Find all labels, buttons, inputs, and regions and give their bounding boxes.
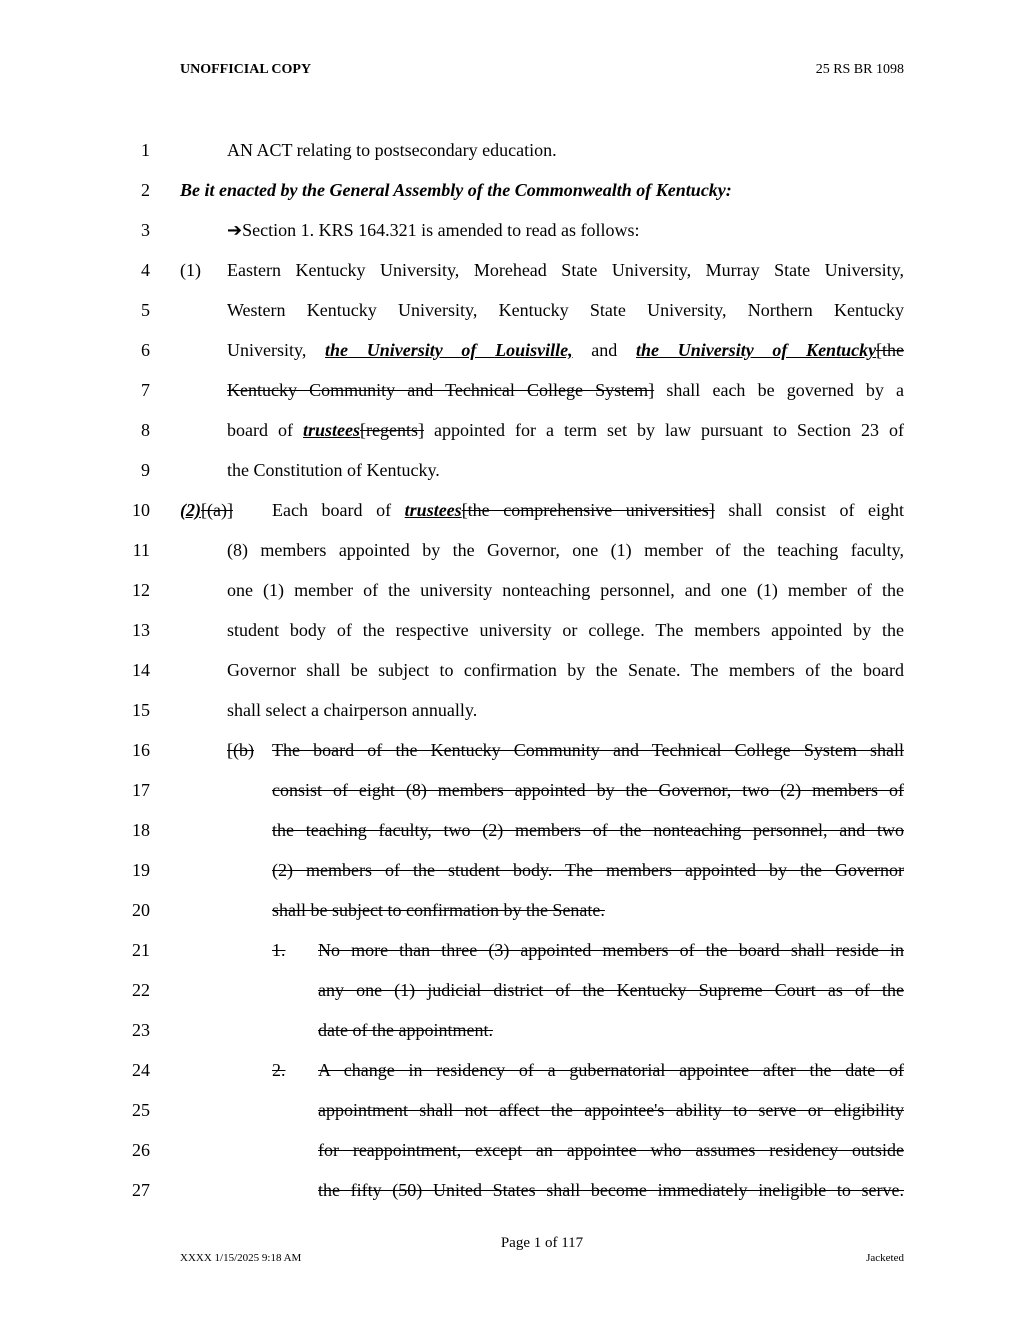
body-text: board of [227, 420, 293, 440]
line-19 [0, 860, 1024, 900]
deleted-text: No more than three (3) appointed members of the board shall reside in [318, 940, 904, 960]
line-2 [0, 180, 1024, 220]
line-number: 10 [132, 500, 150, 520]
line-14 [0, 660, 1024, 700]
line-22 [0, 980, 1024, 1020]
line-number: 19 [132, 860, 150, 880]
deleted-text: [regents] [360, 420, 424, 440]
line-number: 3 [141, 220, 150, 240]
inserted-text: the University of Kentucky [636, 340, 877, 360]
line-20 [0, 900, 1024, 940]
line-17 [0, 780, 1024, 820]
body-text: University, [227, 340, 307, 360]
line-21 [0, 940, 1024, 980]
inserted-text: the University of Louisville, [325, 340, 573, 360]
body-text: Eastern Kentucky University, Morehead State University, Murray State University, [227, 260, 904, 280]
line-25 [0, 1100, 1024, 1140]
body-text: (8) members appointed by the Governor, one (1) member of the teaching faculty, [227, 540, 904, 560]
deleted-text: any one (1) judicial district of the Kentucky Supreme Court as of the [318, 980, 904, 1000]
body-text: shall each be governed by a [666, 380, 905, 400]
deleted-text: Kentucky Community and Technical College System] [227, 380, 655, 400]
line-13 [0, 620, 1024, 660]
line-number: 17 [132, 780, 150, 800]
deleted-text: for reappointment, except an appointee who assumes residency outside [318, 1140, 904, 1160]
body-text: student body of the respective university or college. The members appointed by the [227, 620, 904, 640]
line-24 [0, 1060, 1024, 1100]
deleted-label: 2. [272, 1060, 286, 1080]
line-11 [0, 540, 1024, 580]
line-27 [0, 1180, 1024, 1220]
arrow-right-icon: ➔ [227, 220, 243, 241]
line-number: 27 [132, 1180, 150, 1200]
line-number: 9 [141, 460, 150, 480]
section-heading: Section 1. KRS 164.321 is amended to read as follows: [242, 220, 640, 240]
deleted-text: The board of the Kentucky Community and Technical College System shall [272, 740, 904, 760]
deleted-text: [the comprehensive universities] [461, 500, 715, 520]
line-3 [0, 220, 1024, 260]
deleted-text: (2) members of the student body. The members appointed by the Governor [272, 860, 904, 880]
line-number: 11 [132, 540, 150, 560]
header-right: 25 RS BR 1098 [815, 62, 904, 77]
line-12 [0, 580, 1024, 620]
deleted-text: date of the appointment. [318, 1020, 493, 1040]
line-1 [0, 140, 1024, 180]
deleted-text: the teaching faculty, two (2) members of the nonteaching personnel, and two [272, 820, 904, 840]
line-number: 13 [132, 620, 150, 640]
deleted-text: A change in residency of a gubernatorial appointee after the date of [318, 1060, 904, 1080]
inserted-text: trustees [404, 500, 462, 520]
deleted-text: the fifty (50) United States shall become immediately ineligible to serve. [318, 1180, 904, 1200]
deleted-text: appointment shall not affect the appointee's ability to serve or eligibility [318, 1100, 904, 1120]
act-title: AN ACT relating to postsecondary education. [227, 140, 557, 160]
inserted-text: (2) [180, 500, 201, 520]
deleted-label: [(b) [227, 740, 254, 760]
line-23 [0, 1020, 1024, 1060]
line-number: 22 [132, 980, 150, 1000]
line-number: 23 [132, 1020, 150, 1040]
line-number: 20 [132, 900, 150, 920]
body-text: shall consist of eight [728, 500, 905, 520]
line-number: 16 [132, 740, 150, 760]
line-6 [0, 340, 1024, 380]
deleted-label: 1. [272, 940, 286, 960]
line-number: 12 [132, 580, 150, 600]
line-number: 21 [132, 940, 150, 960]
header-left: UNOFFICIAL COPY [180, 62, 312, 77]
page-number: Page 1 of 117 [500, 1235, 584, 1251]
line-number: 25 [132, 1100, 150, 1120]
line-15 [0, 700, 1024, 740]
line-number: 24 [132, 1060, 150, 1080]
body-text: Each board of [272, 500, 392, 520]
line-number: 18 [132, 820, 150, 840]
footer-right: Jacketed [866, 1252, 904, 1264]
line-8 [0, 420, 1024, 460]
body-text: and [591, 340, 618, 360]
line-number: 14 [132, 660, 150, 680]
deleted-text: consist of eight (8) members appointed by the Governor, two (2) members of [272, 780, 904, 800]
body-text: appointed for a term set by law pursuant to Section 23 of [434, 420, 905, 440]
line-7 [0, 380, 1024, 420]
body-text: shall select a chairperson annually. [227, 700, 478, 720]
body-text: Western Kentucky University, Kentucky State University, Northern Kentucky [227, 300, 904, 320]
body-text: the Constitution of Kentucky. [227, 460, 440, 480]
line-number: 2 [141, 180, 150, 200]
footer-left: XXXX 1/15/2025 9:18 AM [180, 1252, 302, 1264]
deleted-text: [(a)] [201, 500, 233, 520]
body-text: Governor shall be subject to confirmation by the Senate. The members of the board [227, 660, 904, 680]
deleted-text: shall be subject to confirmation by the Senate. [272, 900, 605, 920]
enacting-clause: Be it enacted by the General Assembly of the Commonwealth of Kentucky: [180, 180, 732, 200]
line-number: 8 [141, 420, 150, 440]
line-number: 6 [141, 340, 150, 360]
line-number: 26 [132, 1140, 150, 1160]
inserted-text: trustees [303, 420, 361, 440]
line-16 [0, 740, 1024, 780]
line-5 [0, 300, 1024, 340]
line-number: 5 [141, 300, 150, 320]
line-18 [0, 820, 1024, 860]
line-4 [0, 260, 1024, 300]
subsection-label: (1) [180, 260, 201, 280]
line-number: 15 [132, 700, 150, 720]
line-number: 1 [141, 140, 150, 160]
line-number: 4 [141, 260, 150, 280]
line-10 [0, 500, 1024, 540]
line-26 [0, 1140, 1024, 1180]
body-text: one (1) member of the university nonteaching personnel, and one (1) member of the [227, 580, 904, 600]
deleted-text: [the [876, 340, 905, 360]
line-number: 7 [141, 380, 150, 400]
line-9 [0, 460, 1024, 500]
